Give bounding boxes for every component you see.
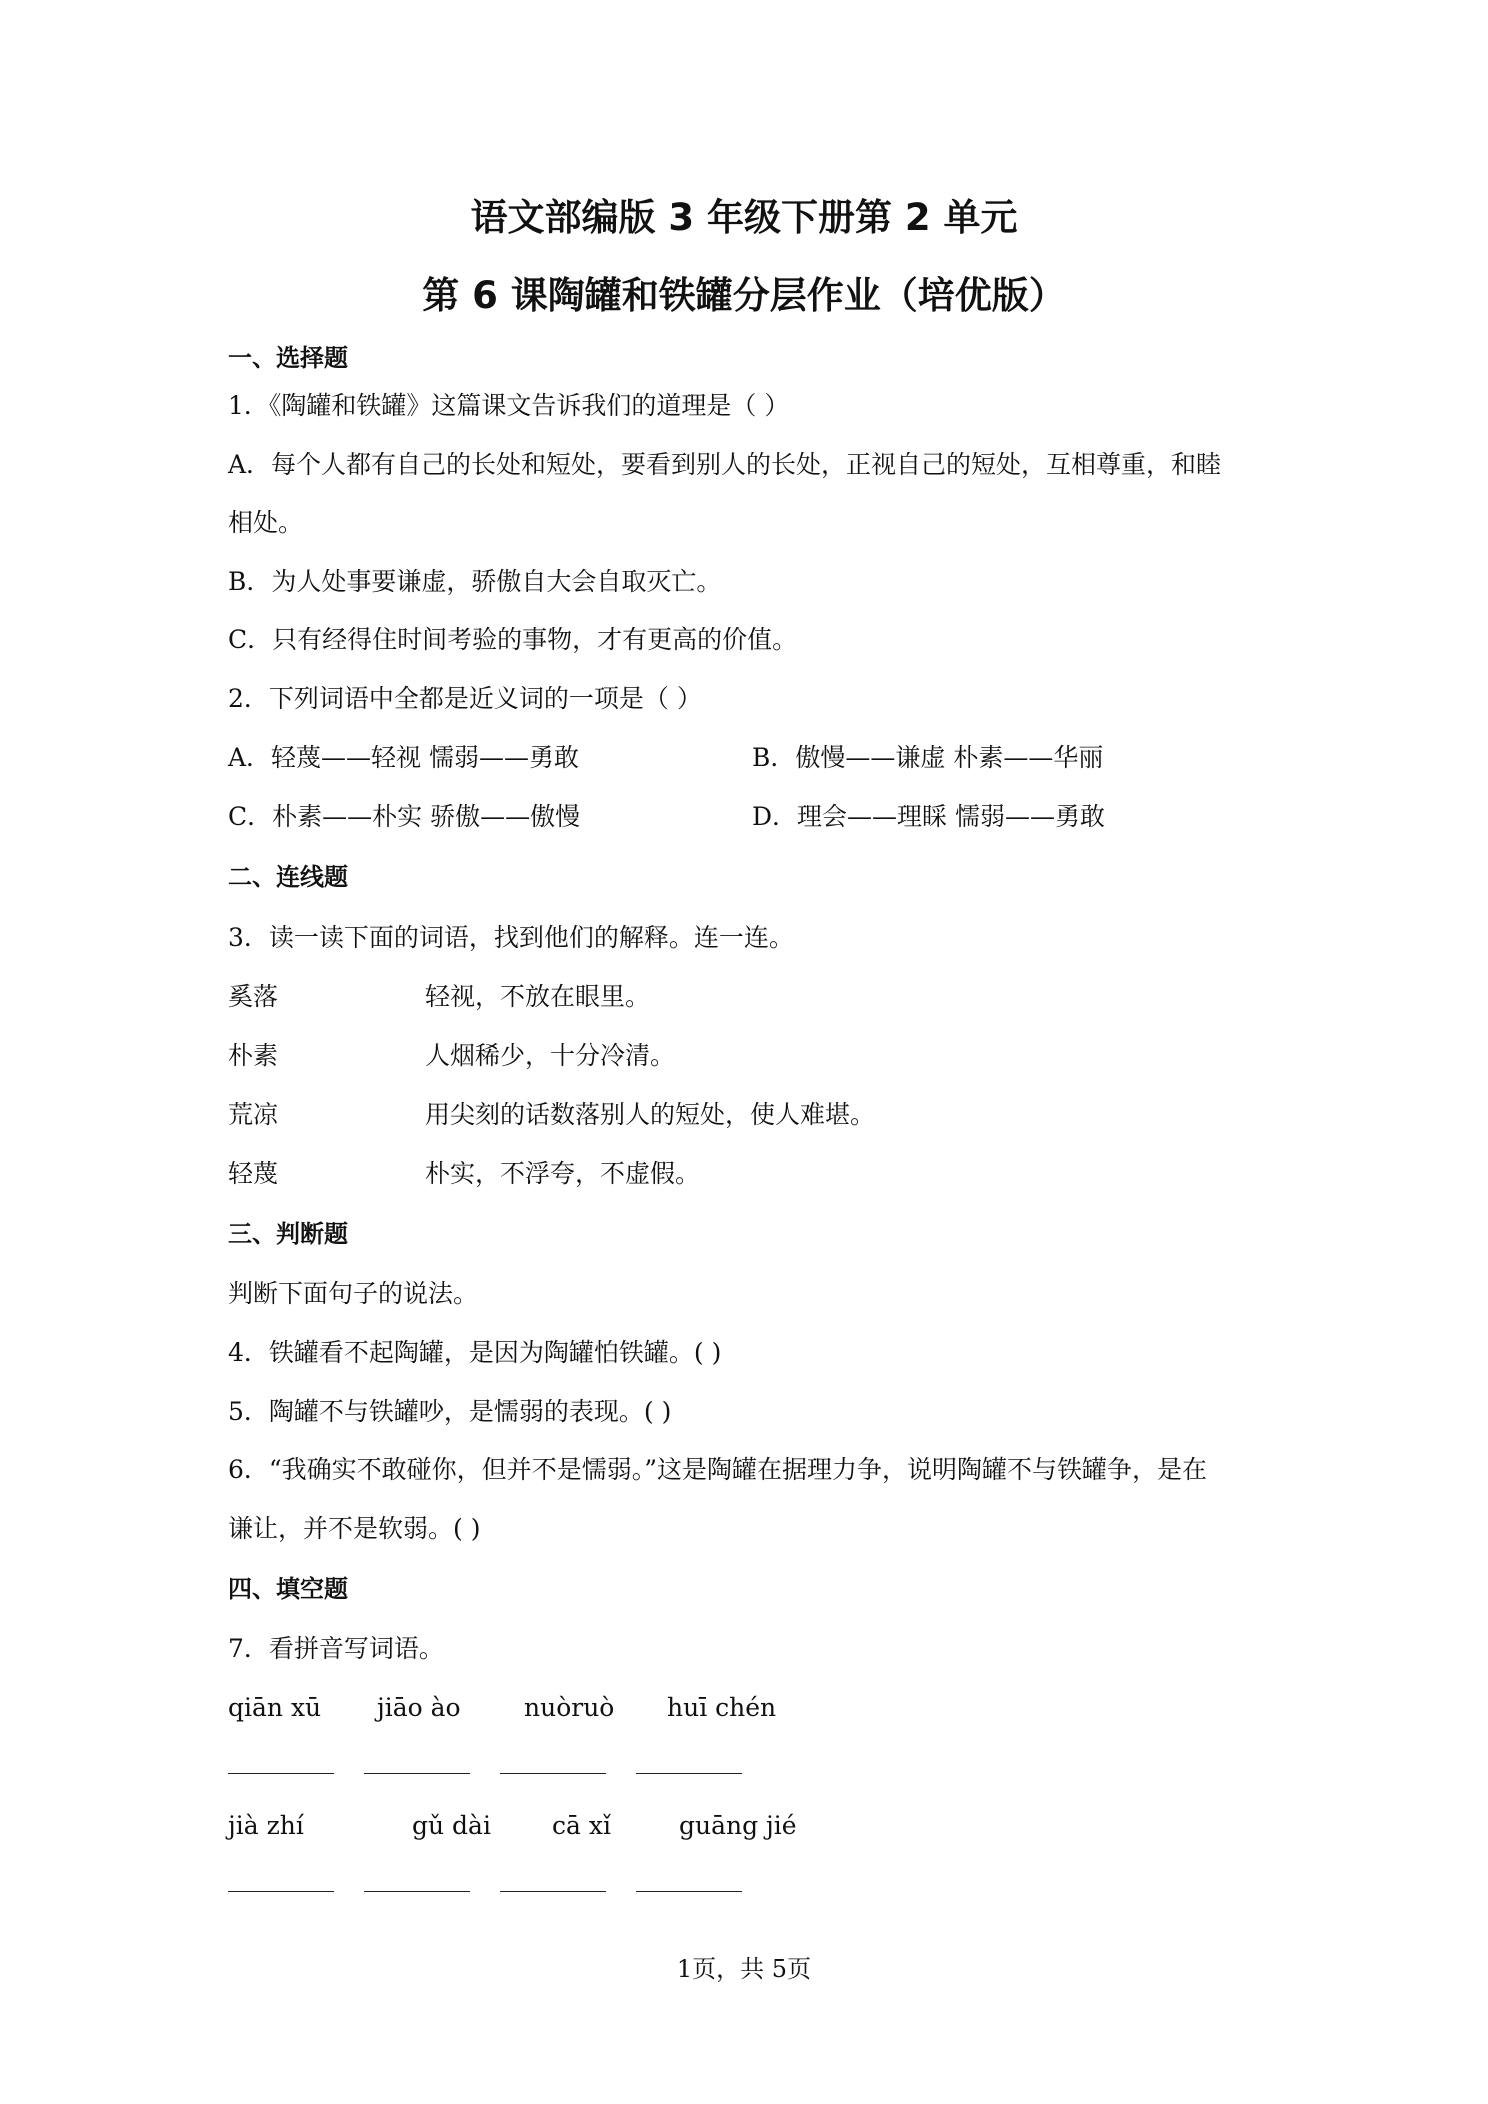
q2-stem: 2．下列词语中全都是近义词的一项是（ ） — [228, 684, 702, 713]
pinyin: jià zhí — [228, 1811, 304, 1840]
q2-option-a: A．轻蔑——轻视 懦弱——勇敢 — [228, 743, 580, 772]
pinyin: qiān xū — [228, 1693, 322, 1722]
q7-stem: 7．看拼音写词语。 — [228, 1634, 444, 1663]
section-heading-choice: 一、选择题 — [228, 344, 348, 372]
answer-blank[interactable] — [228, 1891, 334, 1892]
q4-statement: 4．铁罐看不起陶罐，是因为陶罐怕铁罐。( ) — [228, 1338, 722, 1367]
q2-option-c: C．朴素——朴实 骄傲——傲慢 — [228, 802, 581, 831]
pinyin: gǔ dài — [412, 1811, 491, 1840]
q3-word: 朴素 — [228, 1041, 279, 1070]
q3-meaning: 用尖刻的话数落别人的短处，使人难堪。 — [425, 1100, 876, 1129]
q3-word: 奚落 — [228, 982, 279, 1011]
q3-meaning: 朴实，不浮夸，不虚假。 — [425, 1159, 701, 1188]
q6-statement-line1: 6．“我确实不敢碰你，但并不是懦弱。”这是陶罐在据理力争，说明陶罐不与铁罐争，是在 — [228, 1455, 1207, 1484]
q2-option-d: D．理会——理睬 懦弱——勇敢 — [752, 802, 1105, 831]
q1-option-a-line2: 相处。 — [228, 508, 304, 537]
pinyin: huī chén — [667, 1693, 777, 1722]
pinyin: nuòruò — [524, 1693, 615, 1722]
q3-word: 荒凉 — [228, 1100, 279, 1129]
section-heading-matching: 二、连线题 — [228, 863, 348, 891]
q5-statement: 5．陶罐不与铁罐吵，是懦弱的表现。( ) — [228, 1397, 672, 1426]
title-line-2: 第 6 课陶罐和铁罐分层作业（培优版） — [422, 274, 1066, 317]
q3-meaning: 轻视，不放在眼里。 — [425, 982, 651, 1011]
pinyin: cā xǐ — [552, 1811, 611, 1840]
q1-option-c: C．只有经得住时间考验的事物，才有更高的价值。 — [228, 625, 798, 654]
pinyin: guāng jié — [679, 1811, 797, 1840]
q3-stem: 3．读一读下面的词语，找到他们的解释。连一连。 — [228, 923, 794, 952]
q3-word: 轻蔑 — [228, 1159, 279, 1188]
section-heading-judgement: 三、判断题 — [228, 1220, 348, 1248]
answer-blank[interactable] — [636, 1773, 742, 1774]
pinyin: jiāo ào — [377, 1693, 461, 1722]
answer-blank[interactable] — [500, 1891, 606, 1892]
answer-blank[interactable] — [364, 1773, 470, 1774]
page-number: 1页，共 5页 — [676, 1955, 812, 1983]
q3-meaning: 人烟稀少，十分冷清。 — [425, 1041, 676, 1070]
q2-option-b: B．傲慢——谦虚 朴素——华丽 — [752, 743, 1104, 772]
q1-option-a-line1: A．每个人都有自己的长处和短处，要看到别人的长处，正视自己的短处，互相尊重，和睦 — [228, 450, 1222, 479]
answer-blank[interactable] — [636, 1891, 742, 1892]
title-line-1: 语文部编版 3 年级下册第 2 单元 — [470, 196, 1018, 239]
answer-blank[interactable] — [500, 1773, 606, 1774]
judge-intro: 判断下面句子的说法。 — [228, 1279, 479, 1308]
q6-statement-line2: 谦让，并不是软弱。( ) — [228, 1514, 481, 1543]
q1-option-b: B．为人处事要谦虚，骄傲自大会自取灭亡。 — [228, 567, 722, 596]
answer-blank[interactable] — [364, 1891, 470, 1892]
answer-blank[interactable] — [228, 1773, 334, 1774]
section-heading-fill-blank: 四、填空题 — [228, 1575, 348, 1603]
q1-stem: 1．《陶罐和铁罐》这篇课文告诉我们的道理是（ ） — [228, 391, 790, 420]
